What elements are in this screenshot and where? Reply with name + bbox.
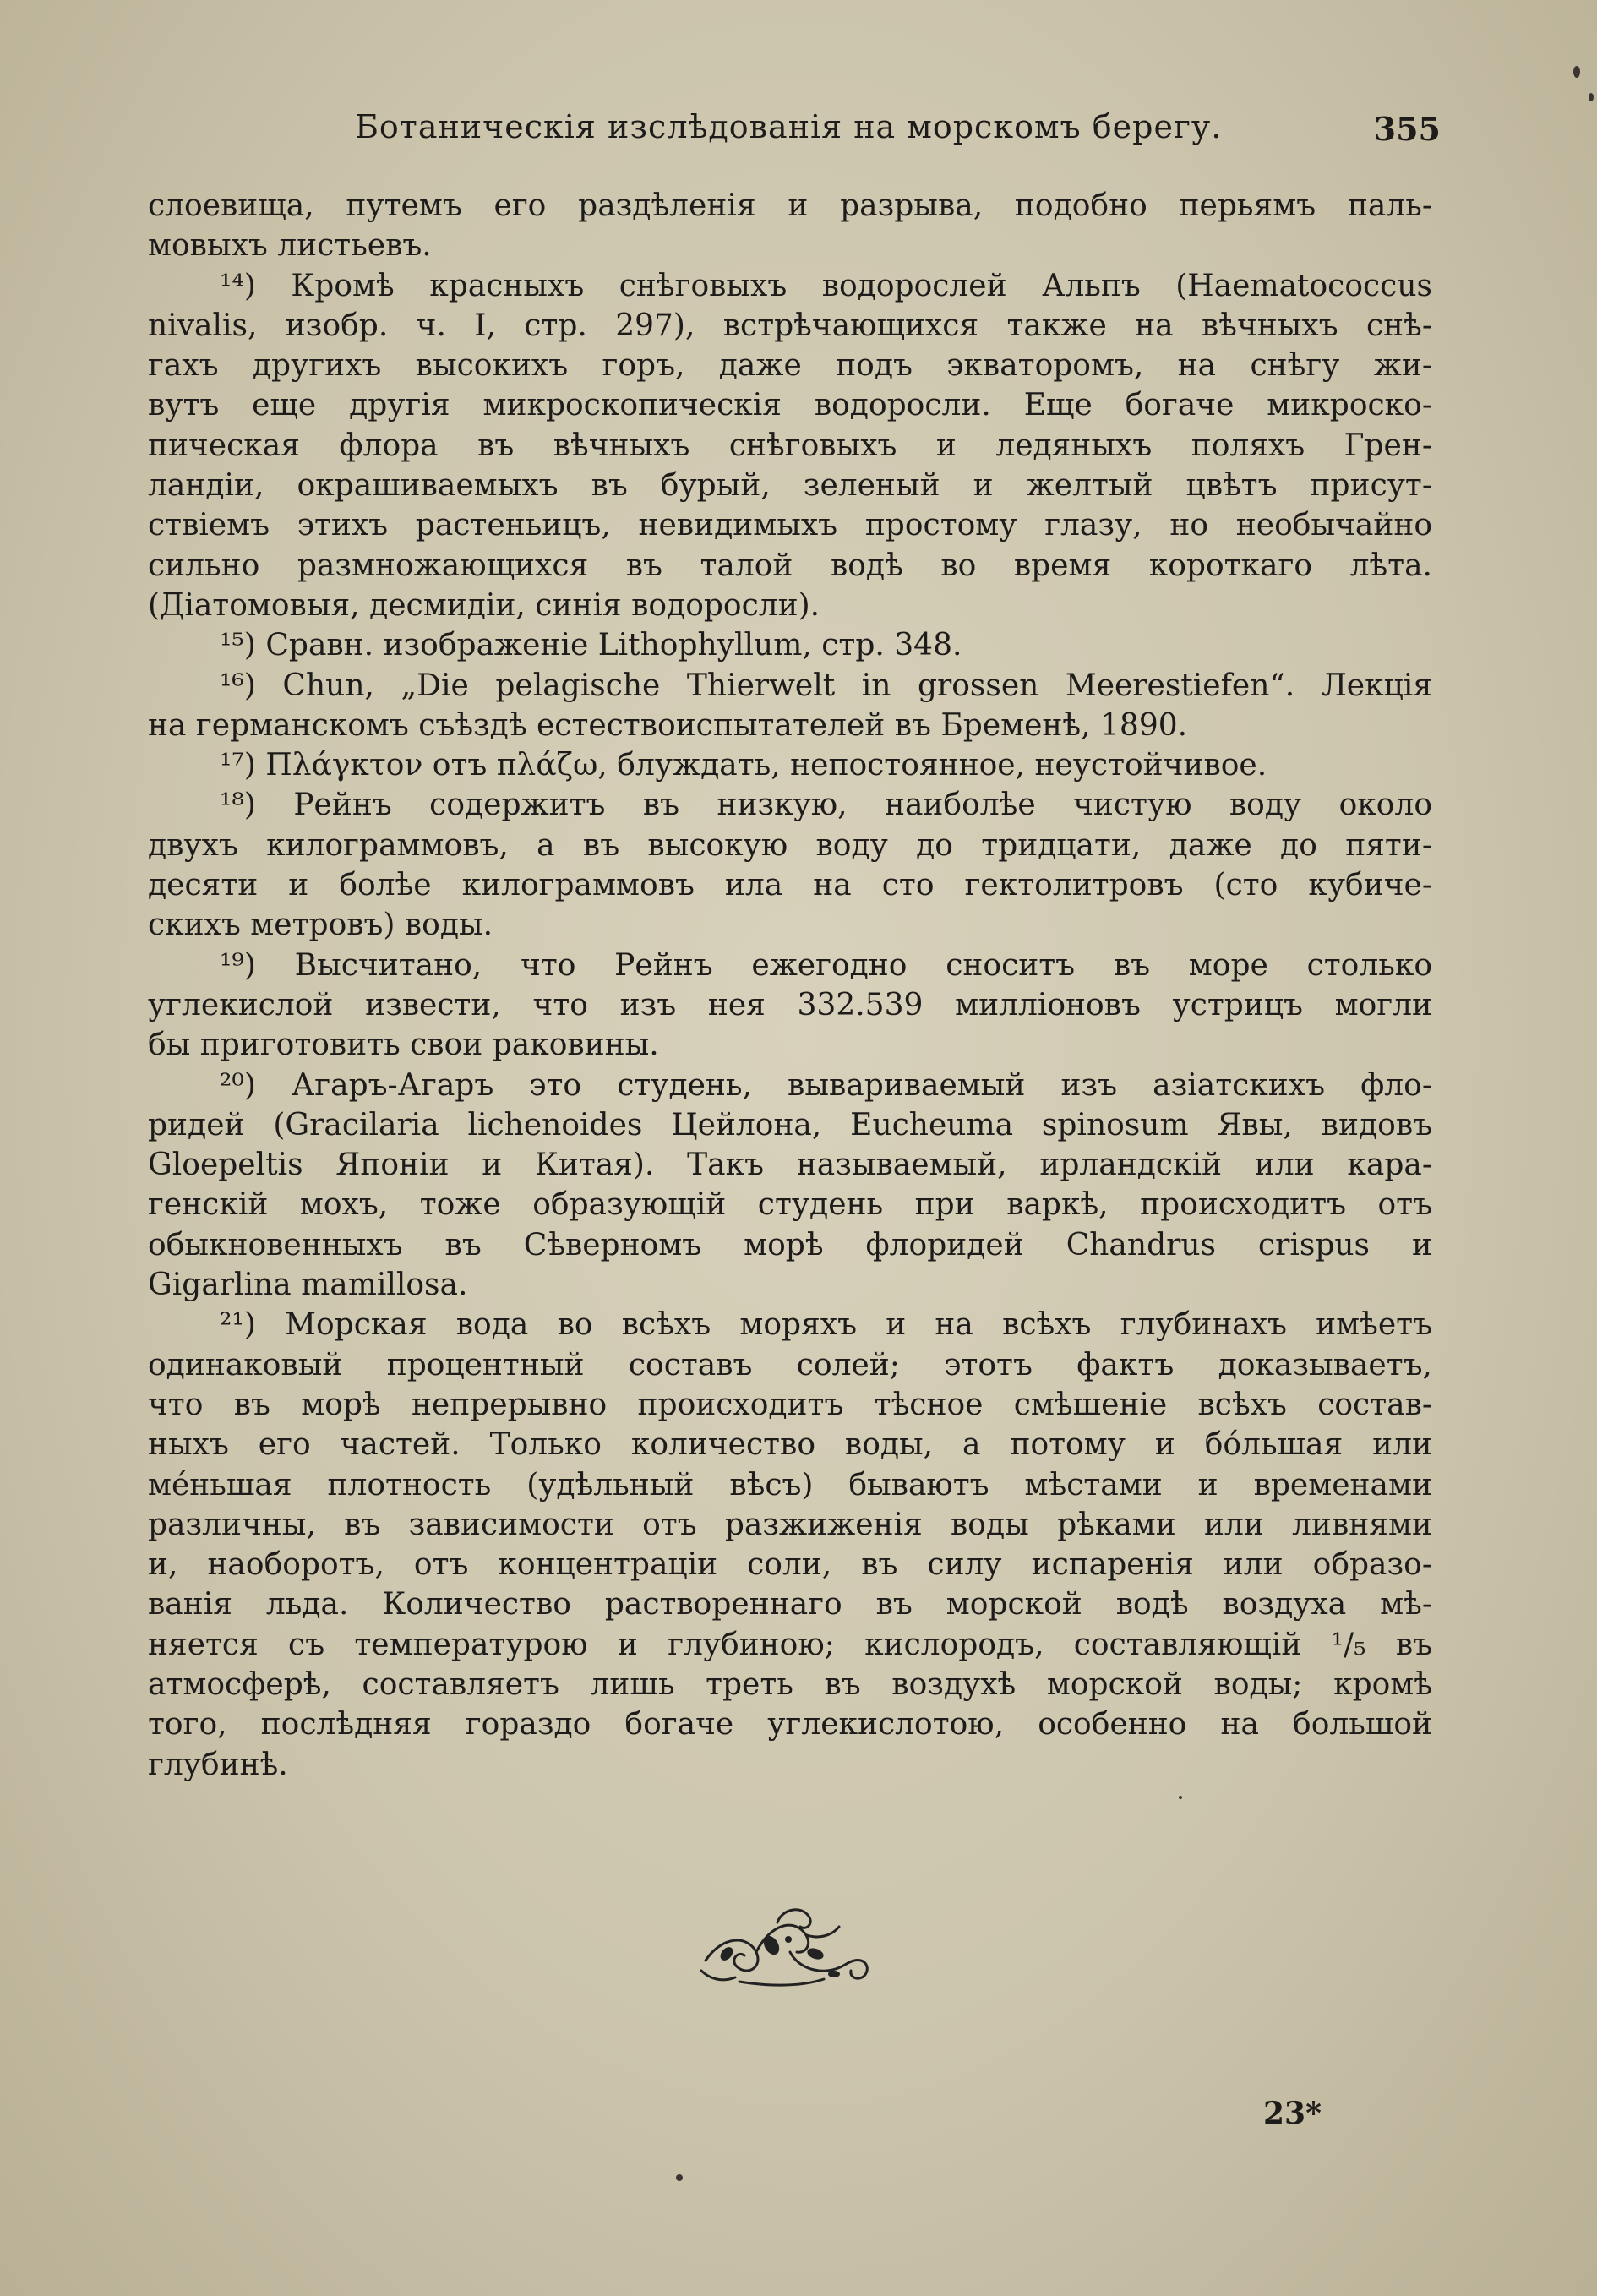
text-line: вутъ еще другія микроскопическія водоросли. Еще богаче микроско- xyxy=(148,388,1432,423)
text-line: того, послѣдняя гораздо богаче углекислотою, особенно на большой xyxy=(148,1707,1432,1742)
text-line: обыкновенныхъ въ Сѣверномъ морѣ флоридей Chandrus crispus и xyxy=(148,1227,1432,1263)
text-line: атмосферѣ, составляетъ лишь треть въ воздухѣ морской воды; кромѣ xyxy=(148,1666,1432,1702)
text-line: ¹⁹) Высчитано, что Рейнъ ежегодно сноситъ въ море столько xyxy=(220,947,1432,983)
text-line: nivalis, изобр. ч. I, стр. 297), встрѣчающихся также на вѣчныхъ снѣ- xyxy=(148,308,1432,343)
text-line: генскій мохъ, тоже образующій студень при варкѣ, происходитъ отъ xyxy=(148,1187,1432,1223)
text-line: слоевища, путемъ его раздѣленія и разрыва, подобно перьямъ паль- xyxy=(148,188,1432,223)
text-line: пическая флора въ вѣчныхъ снѣговыхъ и ледяныхъ поляхъ Грен- xyxy=(148,428,1432,463)
text-line: углекислой извести, что изъ нея 332.539 милліоновъ устрицъ могли xyxy=(148,987,1432,1023)
text-line: десяти и болѣе килограммовъ ила на сто гектолитровъ (сто кубиче- xyxy=(148,868,1432,903)
paper-speck xyxy=(1573,66,1580,78)
text-line: ¹⁷) Πλάγκτον отъ πλάζω, блуждать, непостоянное, неустойчивое. xyxy=(220,748,1267,783)
text-line: гахъ другихъ высокихъ горъ, даже подъ экваторомъ, на снѣгу жи- xyxy=(148,348,1432,384)
text-line: ствіемъ этихъ растеньицъ, невидимыхъ простому глазу, но необычайно xyxy=(148,508,1432,543)
text-line: ¹⁴) Кромѣ красныхъ снѣговыхъ водорослей Альпъ (Haematococcus xyxy=(220,268,1432,303)
text-line: ридей (Gracilaria lichenoides Цейлона, Eucheuma spinosum Явы, видовъ xyxy=(148,1107,1432,1143)
text-line: няется съ температурою и глубиною; кислородъ, составляющій ¹/₅ въ xyxy=(148,1627,1432,1662)
text-line: сильно размножающихся въ талой водѣ во время короткаго лѣта. xyxy=(148,548,1432,583)
footnotes-text xyxy=(148,186,1432,1785)
floral-vignette-icon xyxy=(689,1901,883,1994)
text-line: мовыхъ листьевъ. xyxy=(148,228,432,264)
running-title: Ботаническія изслѣдованія на морскомъ берегу. xyxy=(355,108,1223,145)
text-line: ныхъ его частей. Только количество воды, а потому и бо́льшая или xyxy=(148,1427,1432,1463)
text-line: одинаковый процентный составъ солей; этотъ фактъ доказываетъ, xyxy=(148,1347,1432,1383)
page-number: 355 xyxy=(1373,110,1441,148)
text-line: бы приготовить свои раковины. xyxy=(148,1028,659,1063)
text-line: ²¹) Морская вода во всѣхъ моряхъ и на всѣхъ глубинахъ имѣетъ xyxy=(220,1307,1432,1343)
text-line: Gigarlina mamillosa. xyxy=(148,1268,468,1303)
paper-speck xyxy=(676,2174,683,2181)
text-line: скихъ метровъ) воды. xyxy=(148,908,493,943)
text-line: различны, въ зависимости отъ разжиженія воды рѣками или ливнями xyxy=(148,1507,1432,1542)
text-line: на германскомъ съѣздѣ естествоиспытателей въ Бременѣ, 1890. xyxy=(148,707,1188,743)
text-line: ванія льда. Количество раствореннаго въ морской водѣ воздуха мѣ- xyxy=(148,1587,1432,1622)
text-line: что въ морѣ непрерывно происходитъ тѣсное смѣшеніе всѣхъ состав- xyxy=(148,1387,1432,1422)
paper-speck xyxy=(1589,93,1594,101)
text-line: двухъ килограммовъ, а въ высокую воду до тридцати, даже до пяти- xyxy=(148,827,1432,863)
text-line: ме́ньшая плотность (удѣльный вѣсъ) бываютъ мѣстами и временами xyxy=(148,1467,1432,1502)
text-line: ¹⁸) Рейнъ содержитъ въ низкую, наиболѣе чистую воду около xyxy=(220,788,1432,823)
paper-speck xyxy=(1179,1796,1182,1799)
text-line: (Діатомовыя, десмидіи, синія водоросли). xyxy=(148,587,820,623)
signature-mark: 23* xyxy=(1263,2096,1322,2131)
text-line: Gloepeltis Японіи и Китая). Такъ называемый, ирландскій или кара- xyxy=(148,1148,1432,1183)
text-line: ²⁰) Агаръ-Агаръ это студень, вывариваемый изъ азіатскихъ фло- xyxy=(220,1067,1432,1103)
text-line: глубинѣ. xyxy=(148,1747,288,1782)
text-line: ¹⁵) Сравн. изображеніе Lithophyllum, стр. 348. xyxy=(220,628,962,663)
text-line: ¹⁶) Chun, „Die pelagische Thierwelt in grossen Meerestiefen“. Лекція xyxy=(220,668,1432,703)
page-header xyxy=(148,108,1441,159)
text-line: и, наоборотъ, отъ концентраціи соли, въ силу испаренія или образо- xyxy=(148,1547,1432,1583)
text-line: ландіи, окрашиваемыхъ въ бурый, зеленый и желтый цвѣтъ присут- xyxy=(148,468,1432,504)
